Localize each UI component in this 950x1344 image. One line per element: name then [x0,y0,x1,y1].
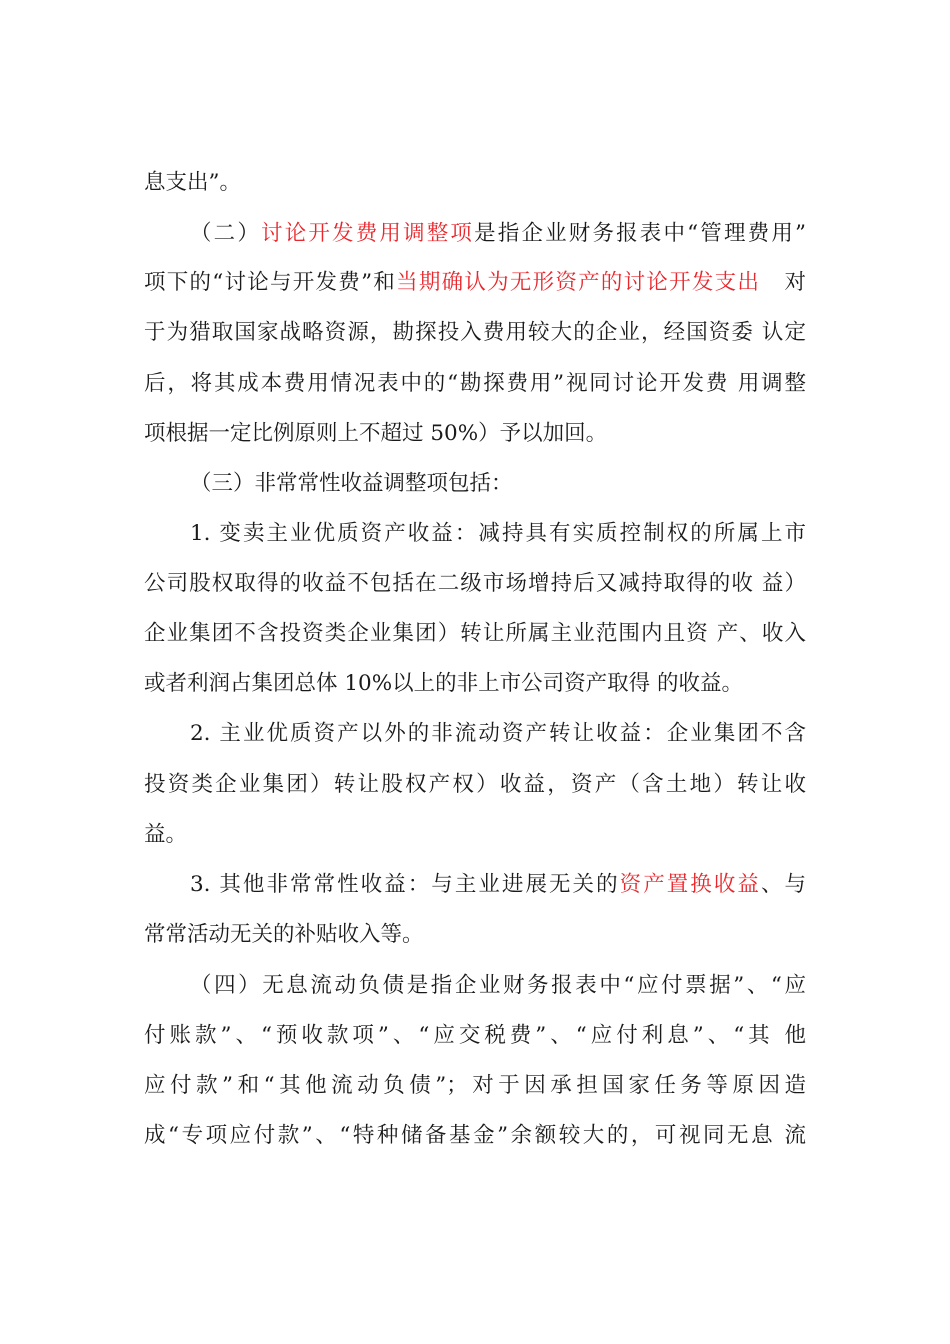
text-line [144,266,806,300]
text-run: 项根据一定比例原则上不超过 50%）予以加回。 [144,421,608,446]
text-run: 投资类企业集团）转让股权产权）收益，资产（含土地）转让收 [144,772,806,797]
text-line [144,417,806,451]
highlighted-term: 当期确认为无形资产的讨论开发支出 [396,270,761,295]
text-line [144,316,806,350]
text-line [190,467,806,501]
text-line [190,969,806,1003]
text-run: 常常活动无关的补贴收入等。 [144,922,424,947]
text-run: 益。 [144,822,188,847]
text-run: 企业集团不含投资类企业集团）转让所属主业范围内且资 产、收入 [144,621,806,646]
text-run: 是指企业财务报表中“管理费用” [474,221,806,246]
text-line [144,1019,806,1053]
text-run: 或者利润占集团总体 10%以上的非上市公司资产取得 的收益。 [144,671,743,696]
text-run: 2. 主业优质资产以外的非流动资产转让收益：企业集团不含 [190,721,806,746]
text-line [144,1069,806,1103]
text-line [144,768,806,802]
text-run: （三）非常常性收益调整项包括： [190,471,513,496]
text-run: 、与 [760,872,806,897]
text-line [190,868,806,902]
text-line [144,818,806,852]
text-run: 应付款”和“其他流动负债”；对于因承担国家任务等原因造 [144,1073,806,1098]
text-line [144,667,806,701]
text-run: 对 [784,270,806,295]
text-run: 付账款”、“预收款项”、“应交税费”、“应付利息”、“其 他 [144,1023,806,1048]
text-line [144,918,806,952]
text-run: 成“专项应付款”、“特种储备基金”余额较大的，可视同无息 流 [144,1123,806,1148]
text-run: 后，将其成本费用情况表中的“勘探费用”视同讨论开发费 用调整 [144,371,806,396]
text-run: （二） [190,221,262,246]
text-line [190,217,806,251]
highlighted-term: 资产置换收益 [619,872,761,897]
text-run: 息支出”。 [144,170,241,195]
text-run: 项下的“讨论与开发费”和 [144,270,397,295]
text-line [144,617,806,651]
text-line [144,567,806,601]
text-line [144,166,806,200]
highlighted-term: 讨论开发费用调整项 [261,221,475,246]
text-run: 1. 变卖主业优质资产收益：减持具有实质控制权的所属上市 [190,521,806,546]
text-run: 3. 其他非常常性收益：与主业进展无关的 [190,872,620,897]
text-run: （四）无息流动负债是指企业财务报表中“应付票据”、“应 [190,973,806,998]
text-run: 于为猎取国家战略资源，勘探投入费用较大的企业，经国资委 认定 [144,320,806,345]
text-run: 公司股权取得的收益不包括在二级市场增持后又减持取得的收 益） [144,571,806,596]
text-line [190,717,806,751]
text-line [144,1119,806,1153]
text-line [190,517,806,551]
text-line [144,367,806,401]
